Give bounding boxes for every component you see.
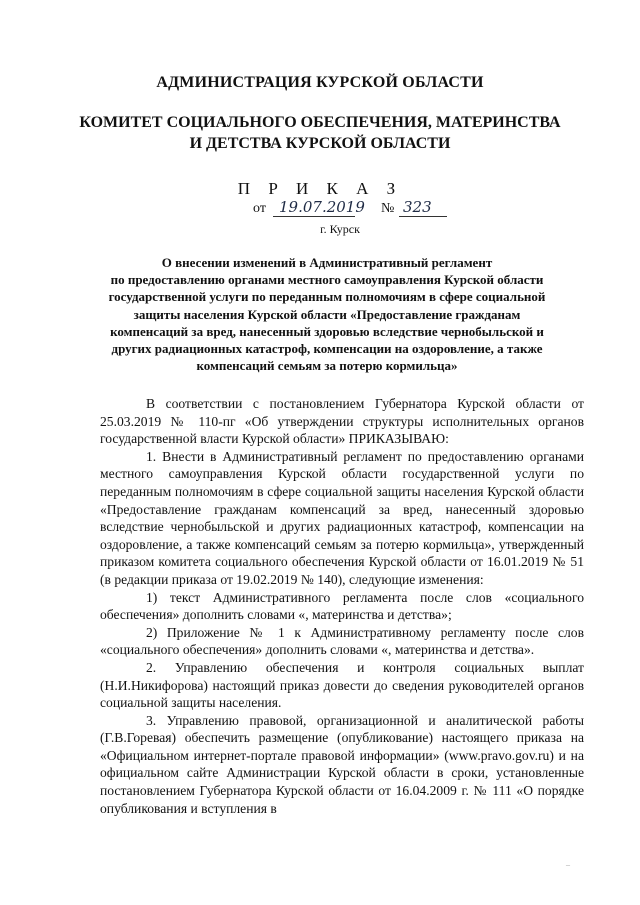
clause-2-paragraph: 2. Управлению обеспечения и контроля социальных выплат (Н.И.Никифорова) настоящий приказ довести до сведения руководителей органов социальной защиты населения. (100, 659, 584, 711)
committee-heading-line-2: И ДЕТСТВА КУРСКОЙ ОБЛАСТИ (189, 135, 451, 152)
number-underline (399, 216, 447, 217)
subject-line: государственной услуги по переданным полномочиям в сфере социальной (108, 289, 546, 305)
order-subject (72, 254, 582, 374)
subject-line: защиты населения Курской области «Предоставление гражданам (133, 306, 521, 322)
clause-1-item-2: 2) Приложение № 1 к Административному регламенту после слов «социального обеспечения» дополнить словами «, материнства и детства». (100, 624, 584, 658)
date-label: от (253, 201, 266, 216)
clause-1-item-1: 1) текст Административного регламента после слов «социального обеспечения» дополнить словами «, материнства и детства»; (100, 589, 584, 623)
subject-line: других радиационных катастроф, компенсации на оздоровление, а также (111, 341, 543, 357)
order-title: П Р И К А З (237, 179, 403, 198)
committee-heading-line-1: КОМИТЕТ СОЦИАЛЬНОГО ОБЕСПЕЧЕНИЯ, МАТЕРИНСТВА (79, 114, 561, 131)
scan-speck: – (566, 860, 570, 869)
subject-line: компенсаций за вред, нанесенный здоровью вследствие чернобыльской и (110, 323, 544, 339)
subject-line: по предоставлению органами местного самоуправления Курской области (110, 272, 544, 288)
preamble-paragraph: В соответствии с постановлением Губернатора Курской области от 25.03.2019 № 110-пг «Об утверждении структуры исполнительных органов государственной власти Курской области» ПРИКАЗЫВАЮ: (100, 396, 584, 447)
date-underline (273, 216, 355, 217)
clause-3-paragraph: 3. Управлению правовой, организационной и аналитической работы (Г.В.Горевая) обеспечить размещение (опубликование) настоящего приказа на «Официальном интернет-портале правовой информации» (www.pravo.gov.ru) и на официальном сайте Администрации Курской области в сроки, установленные постановлением Губернатора Курской области от 16.04.2009 г. № 111 «О порядке опубликования и вступления в (100, 712, 584, 816)
order-body (100, 395, 584, 817)
administration-heading: АДМИНИСТРАЦИЯ КУРСКОЙ ОБЛАСТИ (156, 74, 484, 91)
subject-line: О внесении изменений в Административный регламент (161, 255, 493, 270)
handwritten-number: 323 (403, 198, 432, 216)
handwritten-date: 19.07.2019 (279, 198, 365, 216)
city-label: г. Курск (320, 222, 360, 236)
clause-1-paragraph: 1. Внести в Административный регламент по предоставлению органами местного самоуправления Курской области государственной услуги по переданным полномочиям в сфере социальной защиты населения Курской области «Предоставление гражданам компенсаций за вред, нанесенный здоровью вследствие чернобыльской и других радиационных катастроф, компенсации на оздоровление, а также компенсаций семьям за потерю кормильца», утвержденный приказом комитета социального обеспечения Курской области от 16.01.2019 № 51 (в редакции приказа от 19.02.2019 № 140), следующие изменения: (100, 448, 584, 587)
order-date-number-line (253, 199, 473, 221)
committee-heading (0, 112, 640, 154)
number-label: № (381, 201, 395, 216)
subject-line: компенсаций семьям за потерю кормильца» (196, 358, 458, 374)
